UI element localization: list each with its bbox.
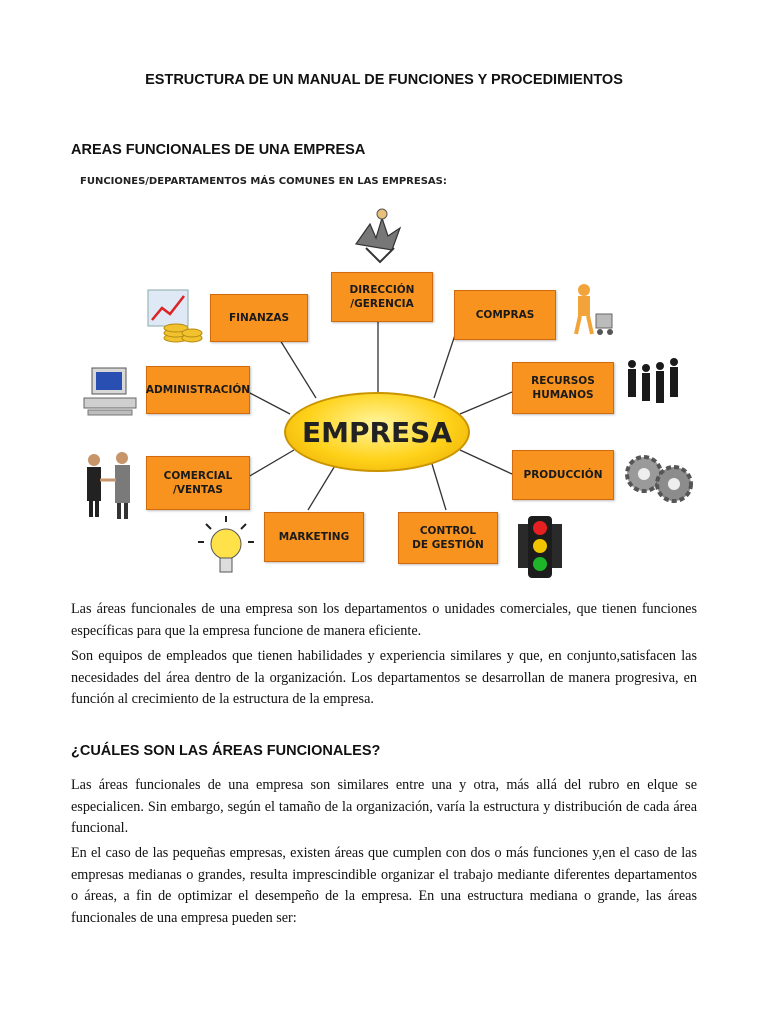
box-marketing: MARKETING: [264, 512, 364, 562]
people-silhouettes-icon: [624, 356, 688, 418]
worker-cart-icon: [566, 280, 622, 340]
traffic-light-icon: [516, 514, 568, 582]
box-compras: COMPRAS: [454, 290, 556, 340]
computer-icon: [82, 366, 140, 418]
paragraph-pequenas: En el caso de las pequeñas empresas, existen áreas que cumplen con dos o más funciones y,en el caso de las empresas medianas o grandes, resulta imprescindible organizar el trabajo mediante diferentes departamentos o áreas, a fin de optimizar el desempeño de la empresa. En una estructura mediana o grande, las áreas funcionales de una empresa pueden ser:: [71, 845, 697, 926]
document-title: ESTRUCTURA DE UN MANUAL DE FUNCIONES Y PROCEDIMIENTOS: [145, 72, 623, 88]
paragraph-similares: Las áreas funcionales de una empresa son similares entre una y otra, más allá del rubro en elque se especialicen. Sin embargo, según el tamaño de la organización, varía la estructura y distribución de cada área funcional.: [71, 777, 697, 836]
box-control-gestion: CONTROL DE GESTIÓN: [398, 512, 498, 564]
paragraph-intro: Las áreas funcionales de una empresa son los departamentos o unidades comerciales, que tienen funciones específicas para que la empresa funcione de manera eficiente.: [71, 601, 697, 639]
section-heading-cuales: ¿CUÁLES SON LAS ÁREAS FUNCIONALES?: [71, 743, 381, 759]
box-direccion: DIRECCIÓN /GERENCIA: [331, 272, 433, 322]
gears-icon: [622, 452, 696, 506]
hands-icon: [346, 204, 412, 268]
box-finanzas: FINANZAS: [210, 294, 308, 342]
center-ellipse-empresa: EMPRESA: [284, 392, 470, 472]
box-recursos-humanos: RECURSOS HUMANOS: [512, 362, 614, 414]
lightbulb-icon: [196, 514, 256, 578]
box-produccion: PRODUCCIÓN: [512, 450, 614, 500]
paragraph-equipos: Son equipos de empleados que tienen habilidades y experiencia similares y que, en conjunto,satisfacen las necesidades del área dentro de la organización. Los departamentos se desarrollan de manera progresiva, en función al crecimiento de la estructura de la empresa.: [71, 648, 697, 707]
section-heading-areas: AREAS FUNCIONALES DE UNA EMPRESA: [71, 142, 366, 158]
box-comercial-ventas: COMERCIAL /VENTAS: [146, 456, 250, 510]
chart-coins-icon: [146, 288, 204, 346]
diagram-caption: FUNCIONES/DEPARTAMENTOS MÁS COMUNES EN LAS EMPRESAS:: [80, 176, 447, 187]
functional-areas-diagram: [68, 170, 708, 590]
handshake-icon: [80, 450, 140, 522]
box-administracion: ADMINISTRACIÓN: [146, 366, 250, 414]
